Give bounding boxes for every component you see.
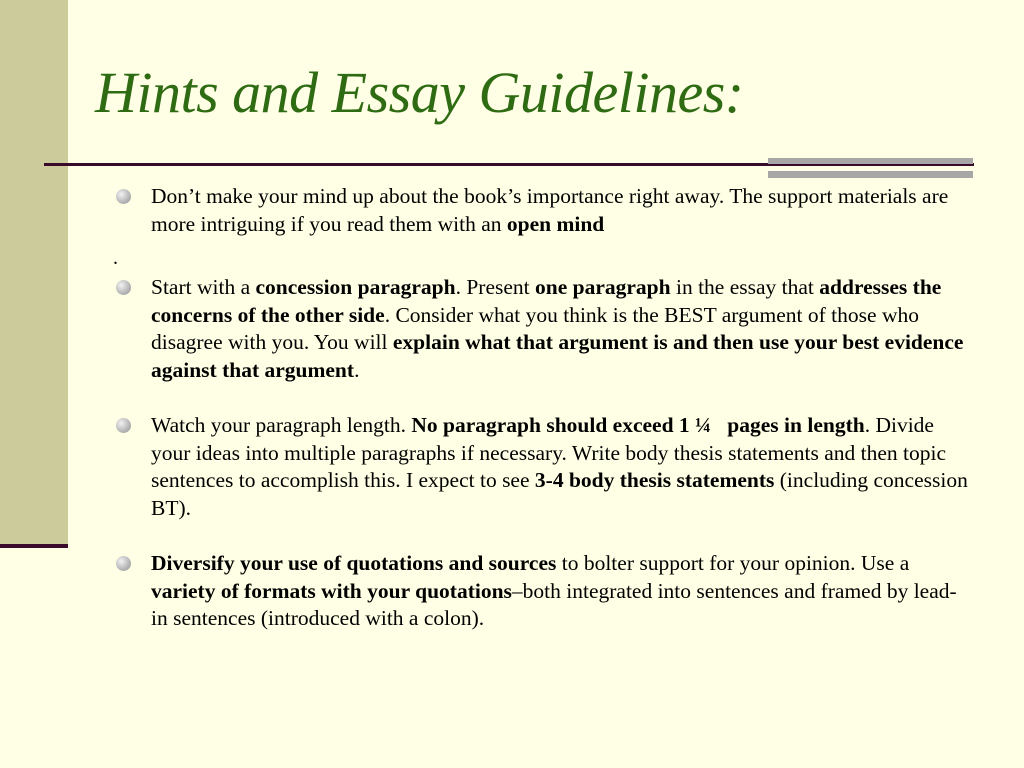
text-segment-bold: No paragraph should exceed 1 ¼ pages in length bbox=[411, 413, 865, 437]
text-segment-bold: one paragraph bbox=[535, 275, 671, 299]
left-decor-bar bbox=[0, 0, 68, 546]
gray-sphere-bullet-icon bbox=[116, 280, 131, 295]
text-segment-bold: explain what that argument is and then use your best evidence against that argument bbox=[151, 330, 964, 382]
title-divider-accent-top bbox=[768, 158, 973, 164]
bullet-text bbox=[151, 413, 968, 520]
text-segment: . Consider what you think is the BEST argument of those who disagree with you. You will bbox=[151, 302, 919, 354]
bullet-text bbox=[151, 184, 948, 236]
bullet-item-paragraph-length bbox=[113, 412, 973, 522]
bullet-spacer bbox=[113, 522, 973, 550]
text-segment-bold: concession paragraph bbox=[255, 275, 456, 299]
stray-period: . bbox=[113, 247, 118, 269]
gray-sphere-bullet-icon bbox=[116, 418, 131, 433]
gray-sphere-bullet-icon bbox=[116, 189, 131, 204]
gray-sphere-bullet-icon bbox=[116, 556, 131, 571]
text-segment: . Divide your ideas into multiple paragraphs if necessary. Write body thesis statements and then topic sentences to accomplish this. I expect to see bbox=[151, 413, 947, 492]
text-segment-bold: variety of formats with your quotations bbox=[151, 578, 512, 603]
text-segment: Watch your paragraph length. bbox=[151, 413, 412, 437]
left-decor-bar-underline bbox=[0, 544, 68, 548]
bullet-item-concession-paragraph bbox=[113, 274, 973, 384]
text-segment: Don’t make your mind up about the book’s importance right away. The support materials are more intriguing if you read them with an bbox=[151, 184, 949, 236]
title-divider-accent-bottom bbox=[768, 171, 973, 178]
bullet-text bbox=[151, 275, 963, 382]
text-segment-bold: open mind bbox=[506, 211, 605, 236]
text-segment-bold: addresses the concerns of the other side bbox=[151, 275, 942, 327]
text-segment: . Present bbox=[455, 275, 536, 299]
bullet-list bbox=[113, 183, 973, 633]
slide-title: Hints and Essay Guidelines: bbox=[95, 60, 744, 125]
text-segment-bold: 3-4 body thesis statements bbox=[534, 468, 775, 492]
text-segment: –both integrated into sentences and framed by lead-in sentences (introduced with a colon). bbox=[151, 578, 957, 630]
text-segment: in the essay that bbox=[670, 275, 820, 299]
bullet-text bbox=[151, 551, 957, 630]
text-segment: Start with a bbox=[151, 275, 256, 299]
text-segment: . bbox=[354, 357, 360, 382]
text-segment-bold: Diversify your use of quotations and sources bbox=[151, 551, 557, 575]
text-segment: to bolter support for your opinion. Use a bbox=[556, 551, 910, 575]
bullet-spacer bbox=[113, 384, 973, 412]
text-segment: (including concession BT). bbox=[151, 468, 968, 520]
bullet-item-quotations bbox=[113, 550, 973, 633]
bullet-item-open-mind bbox=[113, 183, 973, 238]
